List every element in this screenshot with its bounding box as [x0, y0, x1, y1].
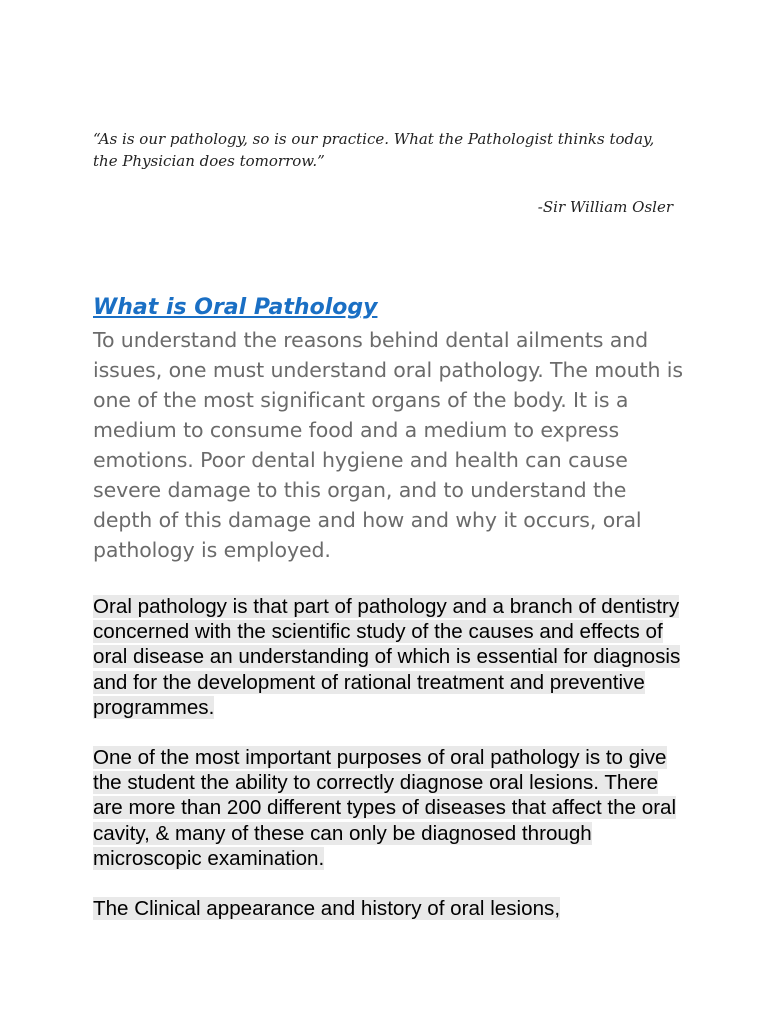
paragraph-text: One of the most important purposes of oral pathology is to give the student the ability to correctly diagnose oral lesions. There are more than 200 different types of diseases that affect the oral cavity, & many of these can only be diagnosed through microscopic examination.: [93, 746, 677, 870]
body-paragraph: [93, 594, 683, 720]
quote-attribution: [93, 196, 673, 218]
attribution-text: -Sir William Osler: [537, 198, 673, 216]
paragraph-text: The Clinical appearance and history of oral lesions,: [93, 897, 561, 920]
intro-paragraph: [93, 325, 683, 565]
quote-text: “As is our pathology, so is our practice. What the Pathologist thinks today, the Physician does tomorrow.”: [93, 130, 655, 170]
body-paragraph: [93, 896, 683, 921]
paragraph-text: Oral pathology is that part of pathology and a branch of dentistry concerned with the scientific study of the causes and effects of oral disease an understanding of which is essential for diagnosis and for the development of rational treatment and preventive programmes.: [93, 595, 681, 719]
intro-text: To understand the reasons behind dental ailments and issues, one must understand oral pathology. The mouth is one of the most significant organs of the body. It is a medium to consume food and a medium to express emotions. Poor dental hygiene and health can cause severe damage to this organ, and to understand the depth of this damage and how and why it occurs, oral pathology is employed.: [93, 328, 683, 562]
body-paragraph: [93, 745, 683, 871]
section-heading-link[interactable]: What is Oral Pathology: [93, 295, 378, 320]
epigraph-quote: [93, 128, 673, 172]
